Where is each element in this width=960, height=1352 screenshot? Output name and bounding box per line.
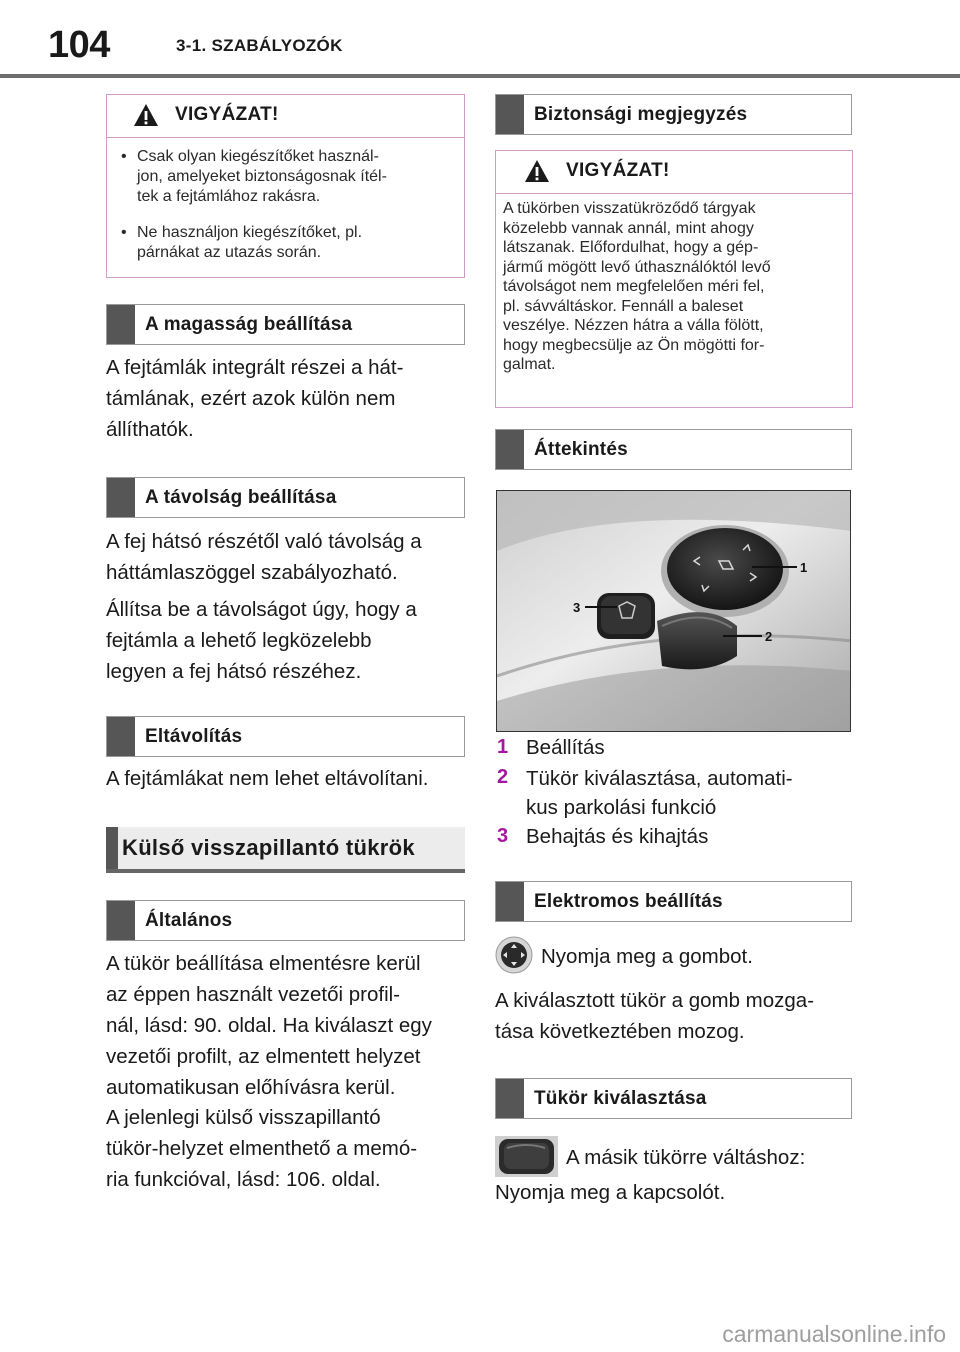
heading-bar — [496, 430, 524, 469]
select-text-2: Nyomja meg a kapcsolót. — [495, 1181, 726, 1204]
heading-general — [106, 900, 465, 941]
header-rule — [0, 74, 960, 78]
heading-mirror-select — [495, 1078, 852, 1119]
callout-1: 1 — [800, 560, 808, 575]
warning-box-left — [106, 94, 465, 278]
heading-label: A távolság beállítása — [145, 487, 337, 508]
warning-triangle-icon — [133, 103, 159, 127]
warning-item: • Csak olyan kiegészítőket használ- jon, amelyeket biztonságosnak ítél- tek a fejtámlához rakásra. — [113, 147, 458, 207]
heading-bar — [107, 717, 135, 756]
heading-bar — [496, 1079, 524, 1118]
callout-3: 3 — [573, 600, 581, 615]
legend-num-1: 1 — [497, 736, 509, 758]
heading-bar — [107, 305, 135, 344]
main-heading-exterior-mirrors — [106, 827, 465, 873]
heading-label: Tükör kiválasztása — [534, 1088, 707, 1109]
heading-bar — [106, 827, 118, 869]
warning-text: A tükörben visszatükröződő tárgyak közelebb vannak annál, mint ahogy látszanak. Előfordulhat, hogy a gép- jármű mögött levő úthasználóktól levő távolságot nem megfelelően méri fel, pl. sávváltáskor. Fennáll a baleset veszélye. Nézzen hátra a válla fölött, hogy megbecsülje az Ön mögötti for- galmat. — [503, 200, 771, 373]
distance-paragraph-1: A fej hátsó részétől való távolság a háttámlaszöggel szabályozható. — [106, 530, 422, 584]
warning-header — [107, 95, 464, 138]
heading-label: A magasság beállítása — [145, 314, 353, 335]
heading-distance-adjust — [106, 477, 465, 518]
height-paragraph: A fejtámlák integrált részei a hát- támlának, ezért azok külön nem állíthatók. — [106, 356, 404, 441]
heading-label: Áttekintés — [534, 439, 628, 460]
heading-height-adjust — [106, 304, 465, 345]
legend-text-3: Behajtás és kihajtás — [526, 825, 709, 848]
heading-safety-note — [495, 94, 852, 135]
warning-box-right — [495, 150, 853, 408]
general-paragraph-1: A tükör beállítása elmentésre kerül az éppen használt vezetői profil- nál, lásd: 90. oldal. Ha kiválaszt egy vezetői profilt, az elmentett helyzet automatikusan előhívásra kerül. — [106, 952, 432, 1099]
heading-bar — [107, 478, 135, 517]
heading-bar — [496, 882, 524, 921]
heading-bar — [496, 95, 524, 134]
select-text-inline: A másik tükörre váltáshoz: — [566, 1146, 806, 1169]
heading-bar — [107, 901, 135, 940]
callout-2: 2 — [765, 629, 773, 644]
heading-overview — [495, 429, 852, 470]
warning-title: VIGYÁZAT! — [175, 104, 279, 125]
electric-text-1: Nyomja meg a gombot. — [541, 945, 753, 968]
heading-label: Elektromos beállítás — [534, 891, 723, 912]
removal-paragraph: A fejtámlákat nem lehet eltávolítani. — [106, 767, 429, 790]
warning-list — [113, 147, 458, 279]
main-heading-label: Külső visszapillantó tükrök — [122, 835, 415, 860]
electric-text-2: A kiválasztott tükör a gomb mozga- tása következtében mozog. — [495, 989, 815, 1043]
heading-label: Általános — [145, 910, 233, 931]
page-number: 104 — [48, 24, 110, 66]
mirror-select-switch-icon — [495, 1136, 558, 1177]
mirror-controls-illustration — [497, 491, 851, 732]
heading-removal — [106, 716, 465, 757]
warning-triangle-icon — [524, 159, 550, 183]
general-paragraph-2: A jelenlegi külső visszapillantó tükör-helyzet elmenthető a memó- ria funkcióval, lásd: 106. oldal. — [106, 1106, 418, 1191]
mirror-adjust-button-icon — [495, 936, 533, 974]
heading-label: Biztonsági megjegyzés — [534, 104, 748, 125]
section-title: 3-1. SZABÁLYOZÓK — [176, 36, 343, 55]
legend-num-3: 3 — [497, 825, 509, 847]
warning-item: • Ne használjon kiegészítőket, pl. párnákat az utazás során. — [113, 223, 458, 263]
watermark: carmanualsonline.info — [722, 1321, 946, 1347]
heading-electric-adjust — [495, 881, 852, 922]
legend-num-2: 2 — [497, 766, 509, 788]
warning-header — [496, 151, 852, 194]
warning-title: VIGYÁZAT! — [566, 160, 670, 181]
legend-text-2: Tükör kiválasztása, automati- kus parkolási funkció — [526, 767, 793, 819]
heading-label: Eltávolítás — [145, 726, 243, 747]
mirror-controls-photo — [496, 490, 851, 732]
distance-paragraph-2: Állítsa be a távolságot úgy, hogy a fejtámla a lehető legközelebb legyen a fej hátsó részéhez. — [106, 598, 417, 683]
legend-text-1: Beállítás — [526, 736, 605, 759]
